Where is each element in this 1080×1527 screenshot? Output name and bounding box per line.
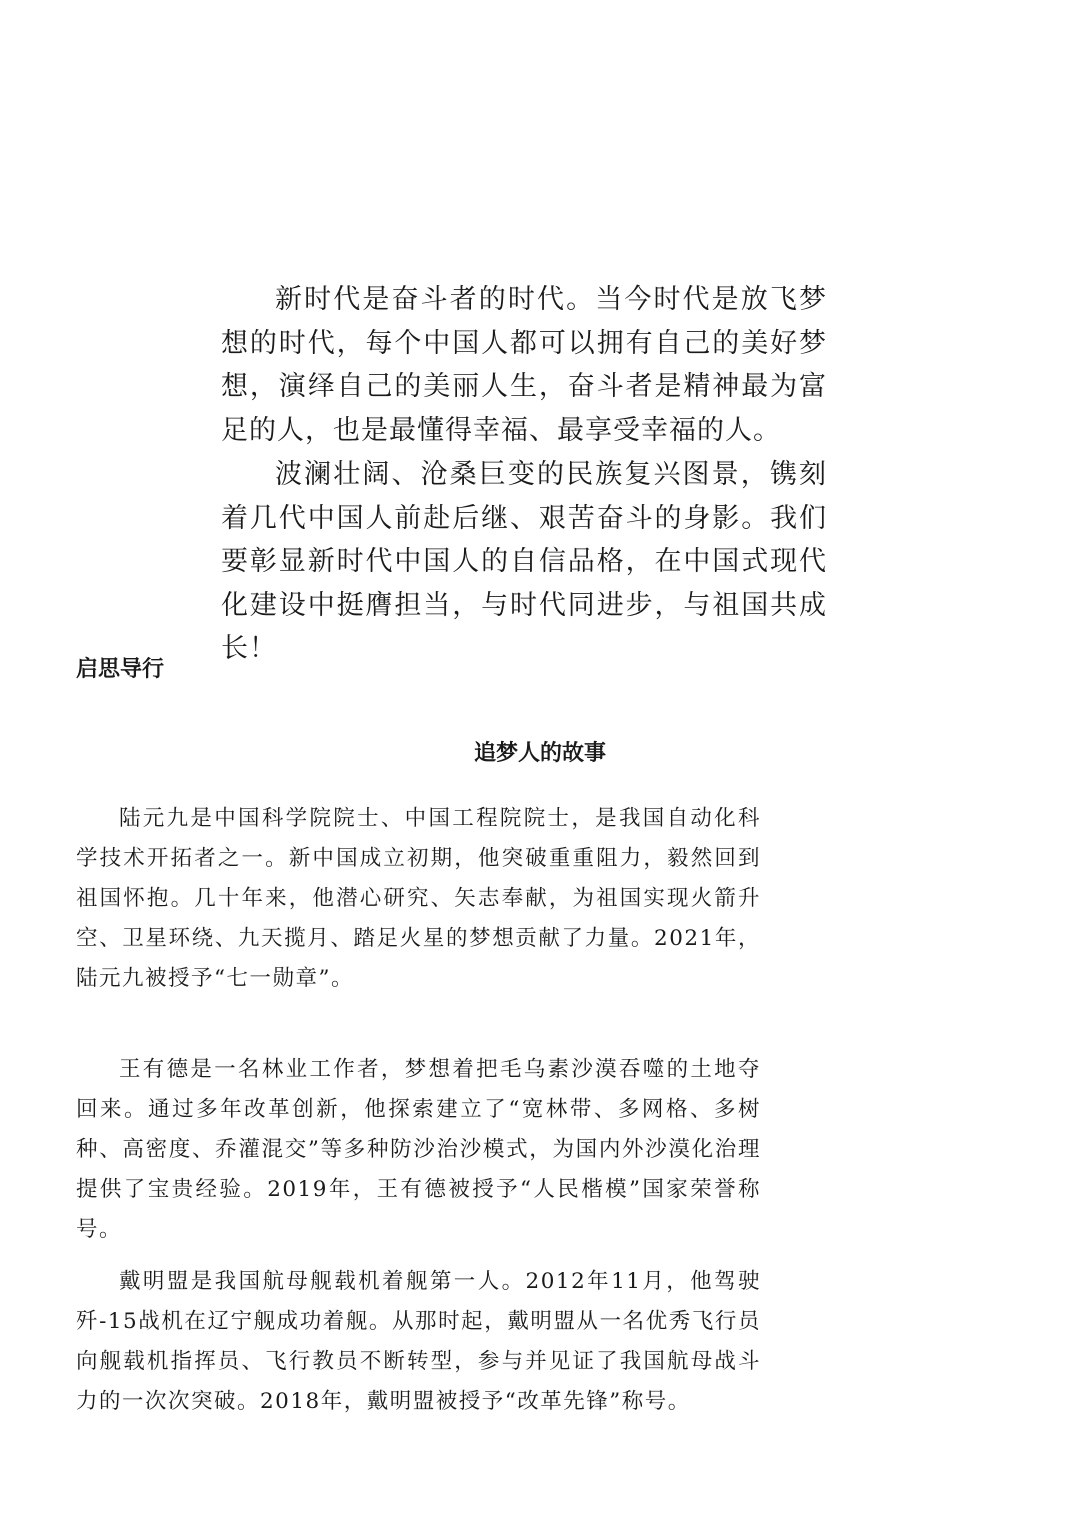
- intro-paragraph: 波澜壮阔、沧桑巨变的民族复兴图景，镌刻着几代中国人前赴后继、艰苦奋斗的身影。我们要彰显新时代中国人的自信品格，在中国式现代化建设中挺膺担当，与时代同进步，与祖国共成长！: [221, 459, 827, 664]
- story-block: [76, 1050, 761, 1250]
- intro-section: [221, 278, 827, 672]
- story-paragraph: 王有德是一名林业工作者，梦想着把毛乌素沙漠吞噬的土地夺回来。通过多年改革创新，他探索建立了“宽林带、多网格、多树种、高密度、乔灌混交”等多种防沙治沙模式，为国内外沙漠化治理提供了宝贵经验。2019年，王有德被授予“人民楷模”国家荣誉称号。: [76, 1057, 761, 1242]
- story-paragraph: 戴明盟是我国航母舰载机着舰第一人。2012年11月，他驾驶歼-15战机在辽宁舰成功着舰。从那时起，戴明盟从一名优秀飞行员向舰载机指挥员、飞行教员不断转型，参与并见证了我国航母战斗力的一次次突破。2018年，戴明盟被授予“改革先锋”称号。: [76, 1269, 761, 1414]
- story-paragraph: 陆元九是中国科学院院士、中国工程院院士，是我国自动化科学技术开拓者之一。新中国成立初期，他突破重重阻力，毅然回到祖国怀抱。几十年来，他潜心研究、矢志奉献，为祖国实现火箭升空、卫星环绕、九天揽月、踏足火星的梦想贡献了力量。2021年，陆元九被授予“七一勋章”。: [76, 806, 761, 991]
- section-heading: 启思导行: [76, 657, 165, 682]
- intro-paragraph: 新时代是奋斗者的时代。当今时代是放飞梦想的时代，每个中国人都可以拥有自己的美好梦想，演绎自己的美丽人生，奋斗者是精神最为富足的人，也是最懂得幸福、最享受幸福的人。: [221, 284, 827, 446]
- story-block: [76, 1262, 761, 1422]
- story-title: 追梦人的故事: [473, 741, 606, 766]
- story-block: [76, 799, 761, 999]
